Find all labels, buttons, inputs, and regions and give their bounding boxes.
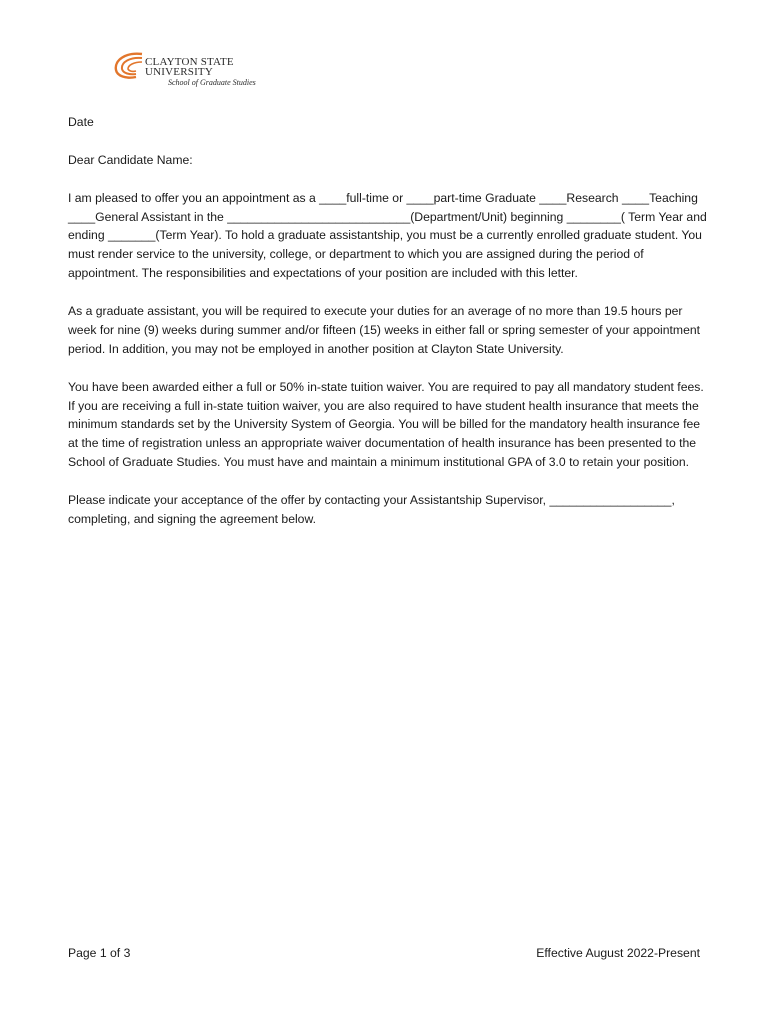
logo-subtitle: School of Graduate Studies [168,78,256,87]
letter-body [68,113,708,548]
offer-paragraph: I am pleased to offer you an appointment as a ____full-time or ____part-time Graduate ____Research ____Teaching ____General Assistant in the ___________________________(Department/Unit) beginning ________( Term Year and ending _______(Term Year). To hold a graduate assistantship, you must be a currently enrolled graduate student. You must render service to the university, college, or department to which you are assigned during the period of appointment. The responsibilities and expectations of your position are included with this letter. [68,190,707,281]
effective-date: Effective August 2022-Present [536,946,700,960]
acceptance-paragraph: Please indicate your acceptance of the offer by contacting your Assistantship Supervisor, __________________, completing, and signing the agreement below. [68,493,675,526]
letter-salutation: Dear Candidate Name: [68,152,193,167]
page-number: Page 1 of 3 [68,946,131,960]
duties-paragraph: As a graduate assistant, you will be required to execute your duties for an average of no more than 19.5 hours per week for nine (9) weeks during summer and/or fifteen (15) weeks in either fall or spring semester of your appointment period. In addition, you may not be employed in another position at Clayton State University. [68,304,701,356]
clayton-state-logo [112,50,272,90]
logo-name-line2: UNIVERSITY [145,66,213,78]
letter-date: Date [68,115,94,129]
tuition-paragraph: You have been awarded either a full or 50% in-state tuition waiver. You are required to pay all mandatory student fees. If you are receiving a full in-state tuition waiver, you are also required to have student health insurance that meets the minimum standards set by the University System of Georgia. You will be billed for the mandatory health insurance fee at the time of registration unless an appropriate waiver documentation of health insurance has been presented to the School of Graduate Studies. You must have and maintain a minimum institutional GPA of 3.0 to retain your position. [68,379,704,470]
logo-name-line1: CLAYTON STATE [145,56,234,68]
